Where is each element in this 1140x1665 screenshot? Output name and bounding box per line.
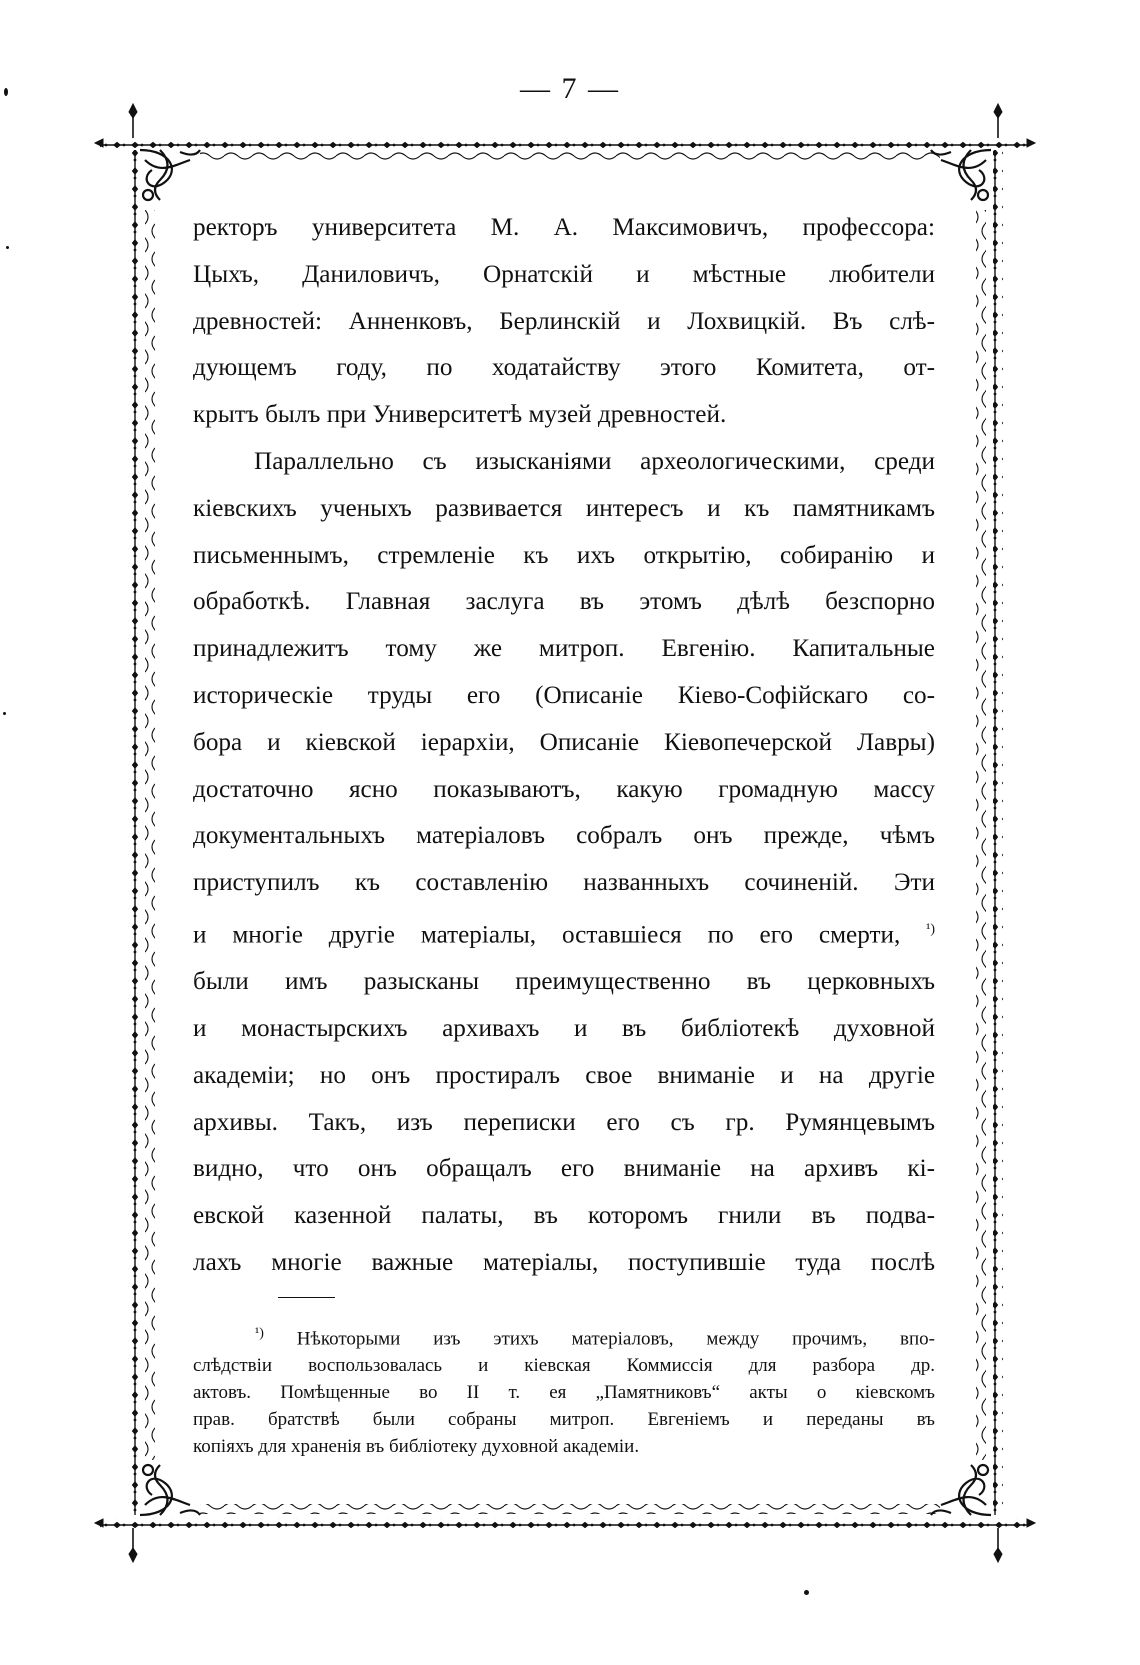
frame-top-beads (100, 138, 1030, 148)
body-text (193, 205, 935, 1287)
footnote-line (193, 1320, 935, 1352)
frame-left-beads (128, 150, 138, 1515)
text-line-content: и многіе другіе матеріалы, оставшіеся по его смерти, (193, 921, 901, 949)
frame-right-beads (993, 150, 1003, 1515)
text-line: кіевскихъ ученыхъ развивается интересъ и къ памятникамъ (193, 494, 935, 522)
footnote (193, 1320, 935, 1460)
frame-bottom-wave (200, 1504, 940, 1514)
text-line: Цыхъ, Даниловичъ, Орнатскій и мѣстные любители (193, 260, 935, 288)
text-line: архивы. Такъ, изъ переписки его съ гр. Румянцевымъ (193, 1108, 935, 1136)
text-line: Параллельно съ изысканіями археологическими, среди (254, 447, 935, 475)
footnote-line: копіяхъ для храненія въ библіотеку духовной академіи. (193, 1436, 640, 1458)
frame-bottom-beads (100, 1518, 1030, 1528)
text-line: ректоръ университета М. А. Максимовичъ, профессора: (193, 214, 935, 241)
scan-speck (804, 1590, 809, 1595)
text-line: документальныхъ матеріаловъ собралъ онъ прежде, чѣмъ (193, 822, 935, 850)
text-line: обработкѣ. Главная заслуга въ этомъ дѣлѣ безспорно (193, 588, 935, 616)
text-line-with-footnote (193, 907, 935, 959)
corner-ornament-bottom-left (140, 1465, 200, 1515)
footnote-line: актовъ. Помѣщенные во II т. ея „Памятниковъ“ акты о кіевскомъ (193, 1382, 935, 1404)
text-line: крытъ былъ при Университетѣ музей древностей. (193, 401, 727, 429)
page-number: — 7 — (520, 72, 620, 105)
scan-speck (4, 88, 8, 96)
paragraph-1 (193, 205, 935, 439)
text-line: достаточно ясно показываютъ, какую громадную массу (193, 775, 935, 803)
text-line: письменнымъ, стремленіе къ ихъ открытію, собиранію и (193, 541, 935, 569)
footnote-marker: ¹) (255, 1326, 264, 1341)
text-line: и монастырскихъ архивахъ и въ библіотекѣ духовной (193, 1014, 935, 1042)
scan-speck (6, 246, 9, 249)
footnote-reference: ¹) (926, 921, 936, 937)
footnote-line: слѣдствіи воспользовалась и кіевская Коммиссія для разбора др. (193, 1355, 935, 1377)
corner-ornament-top-left (140, 150, 200, 200)
footnote-separator (278, 1297, 335, 1298)
paragraph-2 (193, 439, 935, 1287)
footnote-line-content: Нѣкоторыми изъ этихъ матеріаловъ, между прочимъ, впо- (296, 1328, 935, 1350)
text-line: были имъ разысканы преимущественно въ церковныхъ (193, 968, 935, 996)
footnote-line: прав. братствѣ были собраны митроп. Евгеніемъ и переданы въ (193, 1409, 935, 1431)
text-line: историческіе труды его (Описаніе Кіево-Софійскаго со- (193, 681, 935, 709)
frame-right-wave (976, 210, 986, 1460)
text-line: принадлежитъ тому же митроп. Евгенію. Капитальные (193, 635, 935, 663)
text-line: академіи; но онъ простиралъ свое вниманіе и на другіе (193, 1061, 935, 1089)
frame-left-wave (145, 210, 155, 1460)
text-line: приступилъ къ составленію названныхъ сочиненій. Эти (193, 869, 935, 897)
text-line: видно, что онъ обращалъ его вниманіе на архивъ кі- (193, 1155, 935, 1183)
text-line: бора и кіевской іерархіи, Описаніе Кіевопечерской Лавры) (193, 728, 935, 756)
frame-top-wave (200, 152, 940, 162)
text-line: дующемъ году, по ходатайству этого Комитета, от- (193, 354, 935, 382)
text-line: древностей: Анненковъ, Берлинскій и Лохвицкій. Въ слѣ- (193, 307, 935, 335)
scan-speck (3, 712, 6, 715)
text-line: евской казенной палаты, въ которомъ гнили въ подва- (193, 1202, 935, 1230)
text-line: лахъ многіе важные матеріалы, поступившіе туда послѣ (193, 1248, 935, 1276)
